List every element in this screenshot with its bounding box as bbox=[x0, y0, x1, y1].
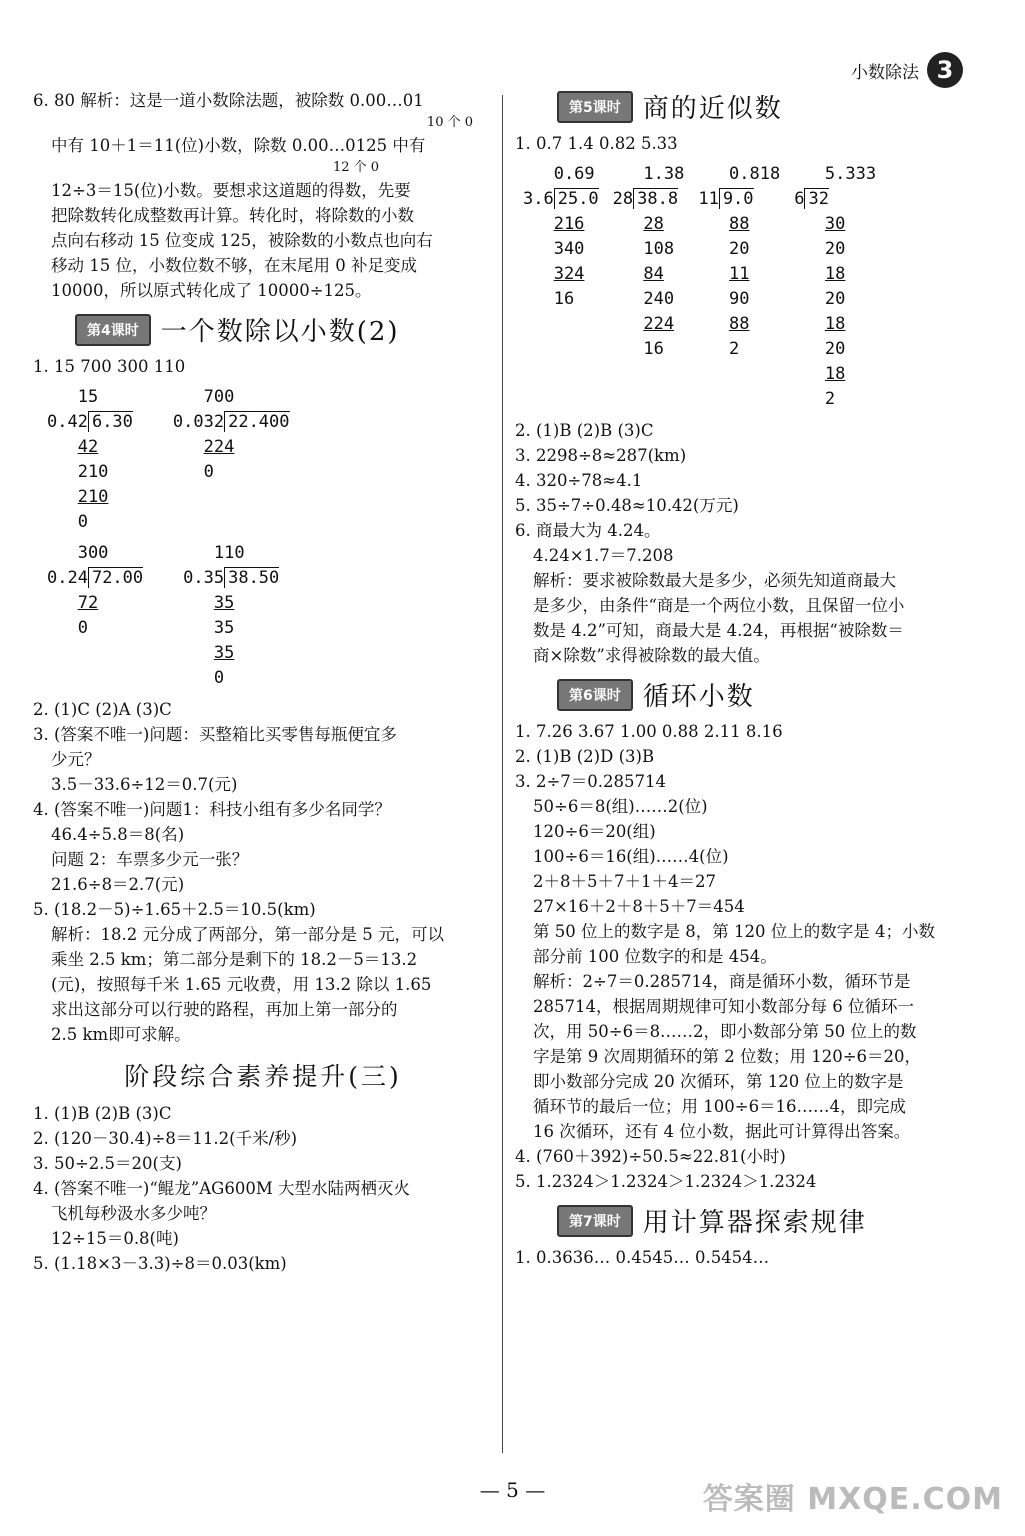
text-line: 50÷6＝8(组)……2(位) bbox=[533, 797, 708, 816]
division-step: 72 bbox=[77, 593, 99, 613]
text-line: 4. 320÷78≈4.1 bbox=[515, 471, 643, 490]
divisor: 0.42 bbox=[47, 412, 88, 432]
watermark: 答案圈 MXQE.COM bbox=[702, 1482, 1003, 1517]
dividend: 38.8 bbox=[633, 188, 678, 209]
text-line: 3. (答案不唯一)问题：买整箱比买零售每瓶便宜多 bbox=[33, 725, 397, 744]
quotient: 110 bbox=[213, 543, 245, 563]
dividend: 6.30 bbox=[88, 411, 133, 432]
text-line: 5. (18.2－5)÷1.65＋2.5＝10.5(km) bbox=[33, 900, 316, 919]
text-line: 解析：2÷7＝0.285714，商是循环小数，循环节是 bbox=[533, 972, 911, 991]
section-title: 一个数除以小数(2) bbox=[160, 317, 400, 347]
text-line: 12÷15＝0.8(吨) bbox=[51, 1229, 179, 1248]
quotient: 700 bbox=[203, 387, 235, 407]
division-step: 0 bbox=[213, 668, 225, 688]
division-step: 210 bbox=[77, 462, 109, 482]
dividend: 22.400 bbox=[224, 411, 289, 432]
division-row bbox=[47, 385, 493, 535]
division-step: 0 bbox=[77, 618, 88, 638]
text-line: 2. (1)B (2)D (3)B bbox=[515, 747, 655, 766]
lesson-badge: 第4课时 bbox=[75, 314, 151, 346]
division-step: 11 bbox=[729, 264, 750, 284]
text-line: 1. 0.7 1.4 0.82 5.33 bbox=[515, 134, 678, 153]
text-line: 解析：要求被除数最大是多少，必须先知道商最大 bbox=[533, 571, 896, 590]
section-title: 商的近似数 bbox=[642, 94, 783, 124]
quotient: 1.38 bbox=[643, 164, 685, 184]
divisor: 3.6 bbox=[523, 189, 554, 209]
section-heading bbox=[557, 676, 990, 713]
text-line: 次，用 50÷6＝8……2，即小数部分第 50 位上的数 bbox=[533, 1022, 917, 1041]
quotient: 5.333 bbox=[824, 164, 877, 184]
left-column bbox=[33, 88, 493, 1276]
quotient: 300 bbox=[77, 543, 109, 563]
text-line: 4. (答案不唯一)问题1：科技小组有多少名同学？ bbox=[33, 800, 391, 819]
division-step: 18 bbox=[824, 264, 846, 284]
text-line: 5. 35÷7÷0.48≈10.42(万元) bbox=[515, 496, 739, 515]
division-step: 88 bbox=[729, 314, 750, 334]
lesson-badge: 第6课时 bbox=[557, 679, 633, 711]
annotation: 10 个 0 bbox=[426, 115, 473, 130]
text-line: 120÷6＝20(组) bbox=[533, 822, 656, 841]
long-division bbox=[47, 541, 143, 691]
text-line: 第 50 位上的数字是 8，第 120 位上的数字是 4；小数 bbox=[533, 922, 935, 941]
division-step: 28 bbox=[643, 214, 664, 234]
division-step: 90 bbox=[729, 289, 750, 309]
dividend: 32 bbox=[804, 188, 828, 209]
division-step: 20 bbox=[824, 239, 846, 259]
long-division bbox=[698, 162, 780, 412]
division-step: 88 bbox=[729, 214, 750, 234]
division-step: 16 bbox=[553, 289, 575, 309]
column-divider bbox=[502, 95, 503, 1453]
division-step: 30 bbox=[824, 214, 846, 234]
section-heading bbox=[557, 88, 990, 125]
text-line: 16 次循环，还有 4 位小数，据此可计算得出答案。 bbox=[533, 1122, 911, 1141]
text-line: 解析：18.2 元分成了两部分，第一部分是 5 元，可以 bbox=[51, 925, 444, 944]
text-line: 3. 50÷2.5＝20(支) bbox=[33, 1154, 182, 1173]
division-step: 18 bbox=[824, 314, 846, 334]
division-step: 324 bbox=[553, 264, 585, 284]
text-line: 6. 80 解析：这是一道小数除法题，被除数 0.00…01 bbox=[33, 91, 424, 110]
text-line: 问题 2：车票多少元一张？ bbox=[51, 850, 249, 869]
text-line: 飞机每秒汲水多少吨？ bbox=[51, 1204, 216, 1223]
text-line: 商×除数”求得被除数的最大值。 bbox=[533, 646, 770, 665]
text-line: 中有 10＋1＝11(位)小数，除数 0.00…0125 中有 bbox=[51, 136, 426, 155]
annotation: 12 个 0 bbox=[333, 160, 380, 175]
chapter-title: 小数除法 bbox=[851, 62, 919, 83]
division-row bbox=[47, 541, 493, 691]
text-line: 2＋8＋5＋7＋1＋4＝27 bbox=[533, 872, 716, 891]
text-line: 是多少，由条件“商是一个两位小数，且保留一位小 bbox=[533, 596, 905, 615]
right-column bbox=[515, 88, 990, 1270]
text-line: 1. 7.26 3.67 1.00 0.88 2.11 8.16 bbox=[515, 722, 783, 741]
division-step: 108 bbox=[643, 239, 675, 259]
text-line: 5. 1.2324＞1.2324＞1.2324＞1.2324 bbox=[515, 1172, 817, 1191]
long-division bbox=[523, 162, 599, 412]
text-line: 2. (120－30.4)÷8＝11.2(千米/秒) bbox=[33, 1129, 298, 1148]
divisor: 11 bbox=[698, 189, 719, 209]
divisor: 0.24 bbox=[47, 568, 88, 588]
divisor: 0.032 bbox=[172, 412, 225, 432]
text-line: 46.4÷5.8＝8(名) bbox=[51, 825, 185, 844]
section-title: 阶段综合素养提升(三) bbox=[124, 1062, 402, 1091]
text-line: 2. (1)C (2)A (3)C bbox=[33, 700, 172, 719]
text-line: 4.24×1.7＝7.208 bbox=[533, 546, 674, 565]
division-step: 2 bbox=[729, 339, 740, 359]
text-line: 3. 2÷7＝0.285714 bbox=[515, 772, 667, 791]
divisor: 6 bbox=[794, 189, 805, 209]
division-step: 20 bbox=[824, 289, 846, 309]
division-step: 0 bbox=[77, 512, 88, 532]
division-step: 224 bbox=[643, 314, 675, 334]
text-line: 1. (1)B (2)B (3)C bbox=[33, 1104, 172, 1123]
division-step: 20 bbox=[824, 339, 846, 359]
lesson-badge: 第7课时 bbox=[557, 1205, 633, 1237]
quotient: 15 bbox=[77, 387, 99, 407]
text-line: 27×16＋2＋8＋5＋7＝454 bbox=[533, 897, 745, 916]
text-line: 数是 4.2”可知，商最大是 4.24，再根据“被除数＝ bbox=[533, 621, 904, 640]
text-line: 1. 15 700 300 110 bbox=[33, 357, 186, 376]
division-step: 18 bbox=[824, 364, 846, 384]
text-line: 求出这部分可以行驶的路程，再加上第一部分的 bbox=[51, 1000, 398, 1019]
unit-number-badge: 3 bbox=[927, 52, 963, 88]
text-line: 把除数转化成整数再计算。转化时，将除数的小数 bbox=[51, 206, 414, 225]
text-line: 点向右移动 15 位变成 125，被除数的小数点也向右 bbox=[51, 231, 433, 250]
division-step: 0 bbox=[203, 462, 214, 482]
dividend: 72.00 bbox=[88, 567, 143, 588]
division-step: 216 bbox=[553, 214, 585, 234]
text-line: 乘坐 2.5 km；第二部分是剩下的 18.2－5＝13.2 bbox=[51, 950, 418, 969]
division-step: 2 bbox=[824, 389, 836, 409]
text-line: 4. (答案不唯一)“鲲龙”AG600M 大型水陆两栖灭火 bbox=[33, 1179, 410, 1198]
division-step: 340 bbox=[553, 239, 585, 259]
text-line: 循环节的最后一位；用 100÷6＝16……4，即完成 bbox=[533, 1097, 907, 1116]
division-row bbox=[523, 162, 990, 412]
page-number: — 5 — bbox=[479, 1478, 546, 1502]
division-step: 224 bbox=[203, 437, 235, 457]
division-step: 210 bbox=[77, 487, 109, 507]
quotient: 0.818 bbox=[729, 164, 781, 184]
text-line: 1. 0.3636… 0.4545… 0.5454… bbox=[515, 1248, 770, 1267]
text-line: 即小数部分完成 20 次循环，第 120 位上的数字是 bbox=[533, 1072, 904, 1091]
text-line: 3.5－33.6÷12＝0.7(元) bbox=[51, 775, 238, 794]
section-heading bbox=[557, 1202, 990, 1239]
text-line: 285714，根据周期规律可知小数部分每 6 位循环一 bbox=[533, 997, 914, 1016]
long-division bbox=[47, 385, 133, 535]
division-step: 35 bbox=[213, 643, 235, 663]
division-step: 84 bbox=[643, 264, 664, 284]
division-step: 16 bbox=[643, 339, 664, 359]
text-line: (元)，按照每千米 1.65 元收费，用 13.2 除以 1.65 bbox=[51, 975, 432, 994]
division-step: 35 bbox=[213, 618, 235, 638]
long-division bbox=[173, 385, 290, 535]
text-line: 12÷3＝15(位)小数。要想求这道题的得数，先要 bbox=[51, 181, 411, 200]
page-header bbox=[851, 52, 963, 88]
text-line: 2. (1)B (2)B (3)C bbox=[515, 421, 654, 440]
division-step: 42 bbox=[77, 437, 99, 457]
dividend: 9.0 bbox=[719, 188, 754, 209]
quotient: 0.69 bbox=[553, 164, 595, 184]
text-line: 21.6÷8＝2.7(元) bbox=[51, 875, 185, 894]
long-division bbox=[794, 162, 876, 412]
text-line: 10000，所以原式转化成了 10000÷125。 bbox=[51, 281, 372, 300]
lesson-badge: 第5课时 bbox=[557, 91, 633, 123]
text-line: 100÷6＝16(组)……4(位) bbox=[533, 847, 729, 866]
dividend: 25.0 bbox=[554, 188, 599, 209]
division-step: 240 bbox=[643, 289, 675, 309]
text-line: 字是第 9 次周期循环的第 2 位数；用 120÷6＝20， bbox=[533, 1047, 922, 1066]
text-line: 部分前 100 位数字的和是 454。 bbox=[533, 947, 777, 966]
dividend: 38.50 bbox=[224, 567, 279, 588]
text-line: 少元？ bbox=[51, 750, 101, 769]
text-line: 4. (760＋392)÷50.5≈22.81(小时) bbox=[515, 1147, 786, 1166]
long-division bbox=[183, 541, 279, 691]
text-line: 6. 商最大为 4.24。 bbox=[515, 521, 661, 540]
text-line: 2.5 km即可求解。 bbox=[51, 1025, 191, 1044]
section-title: 循环小数 bbox=[642, 682, 755, 712]
division-step: 20 bbox=[729, 239, 750, 259]
section-title: 用计算器探索规律 bbox=[642, 1208, 867, 1238]
text-line: 5. (1.18×3－3.3)÷8＝0.03(km) bbox=[33, 1254, 287, 1273]
divisor: 28 bbox=[612, 189, 634, 209]
divisor: 0.35 bbox=[183, 568, 225, 588]
text-line: 移动 15 位，小数位数不够，在末尾用 0 补足变成 bbox=[51, 256, 417, 275]
long-division bbox=[613, 162, 685, 412]
section-heading bbox=[75, 311, 493, 348]
text-line: 3. 2298÷8≈287(km) bbox=[515, 446, 687, 465]
division-step: 35 bbox=[213, 593, 235, 613]
